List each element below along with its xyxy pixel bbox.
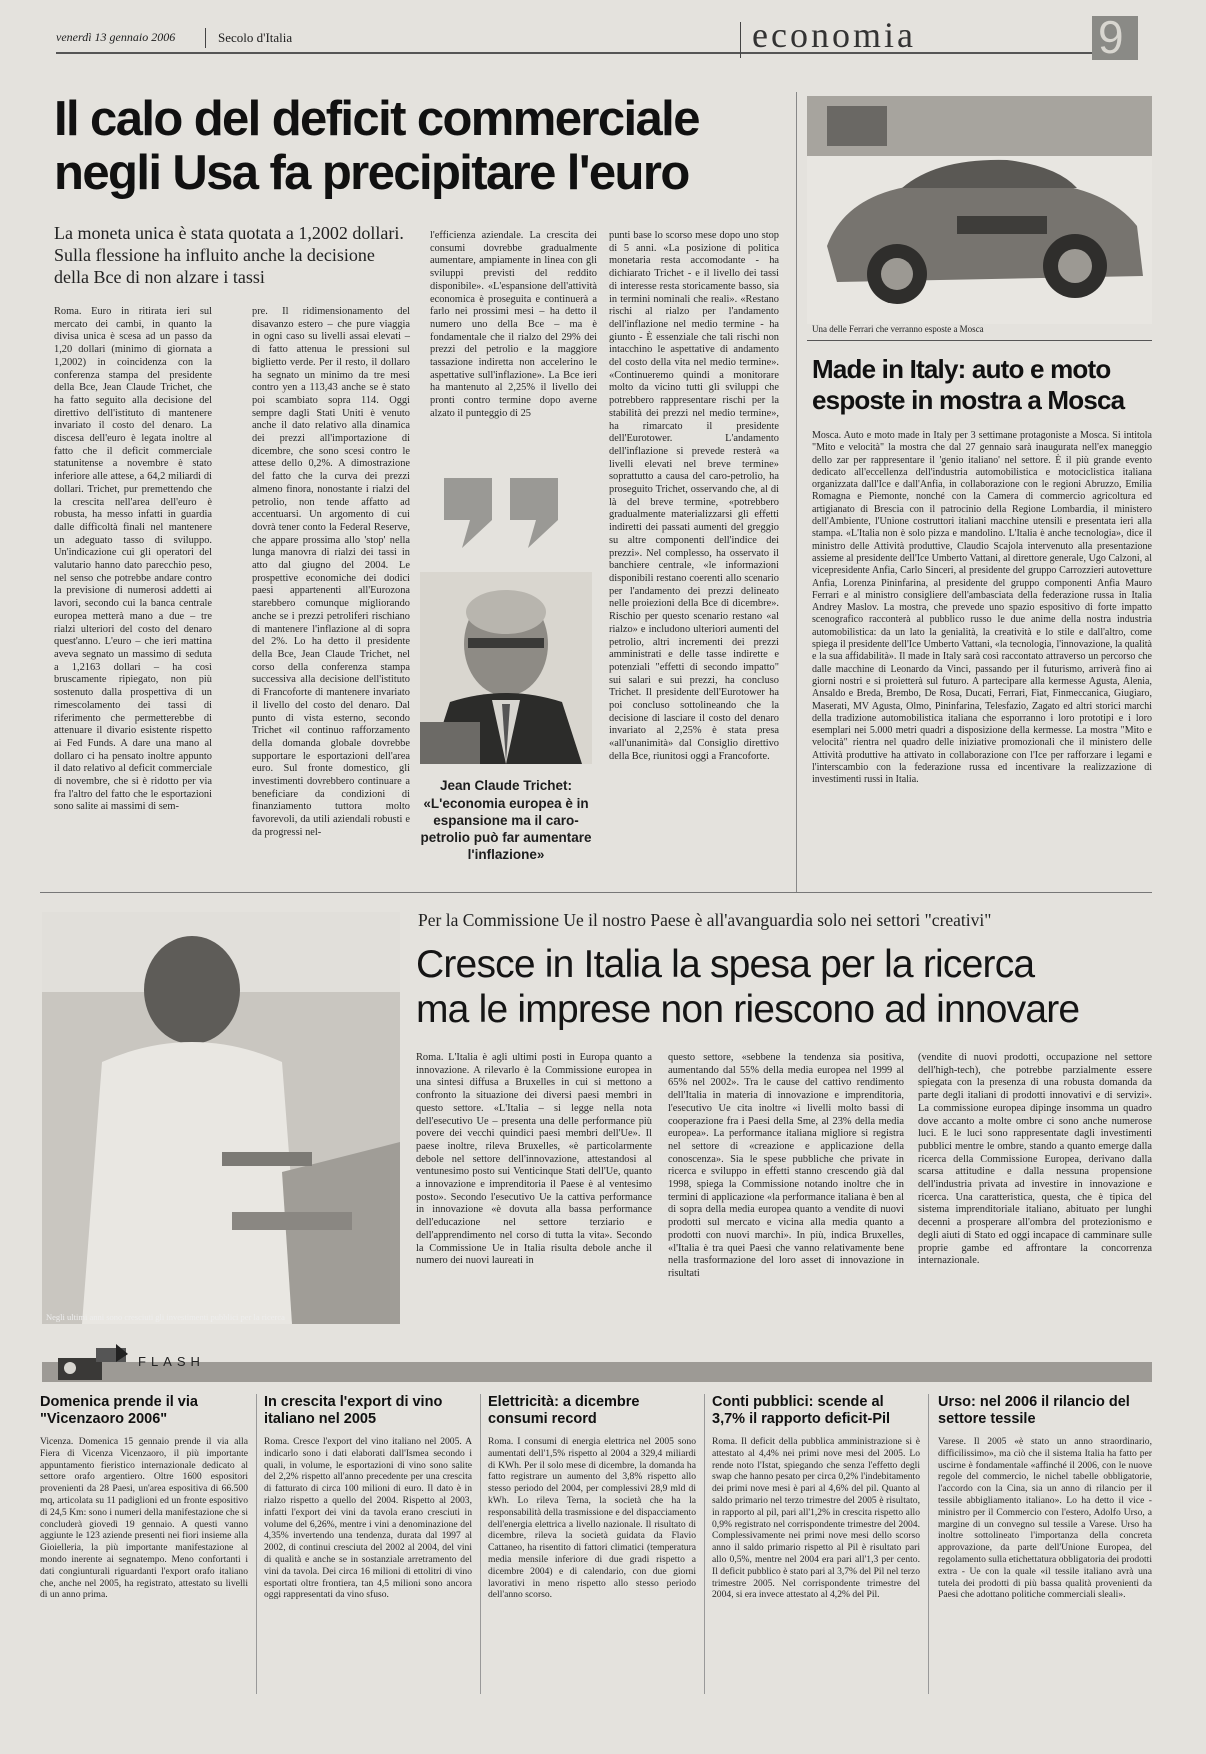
- flash-item-body: Varese. Il 2005 «è stato un anno straordinario, difficilissimo», ma ciò che il sistema Italia ha fatto per uscirne è fondamentale «affinché il 2006, con le nuove regole del commercio, le nichel tabelle obbligatorie, l'accordo con la Cina, sia un anno di rilancio per il tessile abbigliamento italiano». Lo ha detto il vice - ministro per il Commercio con l'estero, Adolfo Urso, a margine di un convegno sul tessile a Varese. Urso ha inoltre sottolineato l'importanza della concreta approvazione, da parte dell'Unione Europea, del regolamento sulla etichettatura obbligatoria dei prodotti extra - Ue con la quale «il tessile italiano avrà una tutela dei prodotti di più bassa qualità provenienti da Paesi che adottano politiche commerciali sleali».: [938, 1436, 1152, 1601]
- flash-divider: [928, 1394, 929, 1694]
- page-number: 9: [1098, 11, 1124, 63]
- flash-item-title: Elettricità: a dicembre consumi record: [488, 1394, 640, 1427]
- flash-item-title: Urso: nel 2006 il rilancio del settore tessile: [938, 1394, 1130, 1427]
- header-rule: [56, 52, 1128, 54]
- quote-mark-icon: [444, 478, 492, 548]
- section-divider: [740, 22, 741, 58]
- mosca-headline: Made in Italy: auto e moto esposte in mostra a Mosca: [812, 354, 1125, 415]
- ferrari-photo: [807, 96, 1152, 324]
- main-article-col2: pre. Il ridimensionamento del disavanzo estero – che pure viaggia in ogni caso su livelli assai elevati – di fatto attenua le pressioni sul biglietto verde. Per il resto, il dollaro ha segnato un minimo da tre mesi contro yen a 113,43 anche se è stato poi scambiato sopra 114. Oggi sempre dagli Stati Uniti è venuto anche il dato relativo alla dinamica dei prezzi all'importazione di dicembre, che sono scesi contro le attese dello 0,2%. A dimostrazione del fatto che la curva dei prezzi almeno finora, nonostante i rialzi del petrolio, non tende affatto ad accentuarsi. Un argomento di cui dovrà tener conto la Federal Reserve, che appare prossima allo 'stop' nella lunga manovra di rialzi dei tassi in atto dal giugno del 2004. Le prospettive economiche dei dodici paesi appartenenti all'Eurozona starebbero comunque migliorando anche se i prezzi petroliferi rischiano di mantenere l'inflazione al di sopra del 2%. Lo ha detto il presidente della Bce, Jean Claude Trichet, nel corso della conferenza stampa successiva alla decisione dell'istituto di Francoforte di mantenere invariato il livello del costo del denaro. Dal punto di vista esterno, secondo Trichet «il continuo rafforzamento della domanda globale dovrebbe supportare le esportazioni dell'area euro. Sul fronte domestico, gli investimenti dovrebbero continuare a beneficiare da condizioni di finanziamento tuttora molto favorevoli, da utili aziendali robusti e da progressi nel-: [252, 306, 410, 838]
- flash-item-title: Domenica prende il via "Vicenzaoro 2006": [40, 1394, 198, 1427]
- flash-item: [938, 1394, 1152, 1736]
- flash-divider: [256, 1394, 257, 1694]
- ricerca-article-col3: (vendite di nuovi prodotti, occupazione nel settore dell'high-tech), che potrebbe parzialmente essere spiegata con la presenza di una robusta domanda da parte degli italiani di prodotti innovativi e di servizi». La commissione europea dipinge insomma un quadro dove accanto a molte ombre ci sono anche numerose luci. E le luci sono rappresentate dagli investimenti pubblici mentre le ombre, stando a quanto emerge dalla ricerca della Commissione Europea, derivano dalla scarsa attitudine e dalla nessuna propensione dell'industria privata ad investire in innovazione e ricerca. Una caratteristica, questa, che è tipica del sistema imprenditoriale italiano, abituato per lunghi decenni a prosperare all'ombra del protezionismo e degli aiuti di Stato ed oggi incapace di camminare sulle proprie gambe ed affrontare la concorrenza internazionale.: [918, 1052, 1152, 1267]
- newspaper-name: Secolo d'Italia: [218, 30, 293, 45]
- lab-photo: [42, 912, 400, 1324]
- main-article-col1: Roma. Euro in ritirata ieri sul mercato dei cambi, in quanto la divisa unica è scesa ad un passo da 1,20 dollari (minimo di giornata a 1,2002) in coincidenza con la conferenza stampa del presidente della Bce, Jean Claude Trichet, che ha fatto seguito alla decisione del direttivo dell'istituto di mantenere invariato il costo del denaro. La discesa dell'euro è legata inoltre al fatto che il deficit commerciale statunitense a novembre è stato inferiore alle attese, a 64,2 miliardi di dollari. Trichet, pur premettendo che la crescita nell'area dell'euro è robusta, ha messo infatti in guardia dalle difficoltà finali nel mantenere un adeguato tasso di sviluppo. Un'indicazione cui gli operatori del valutario hanno dato parecchio peso, nel senso che potrebbe andare contro la previsione di numerosi addetti ai lavori, secondo cui la banca centrale europea metterà mano a due – tre rialzi ulteriori del costo del denaro quest'anno. L'euro – che ieri mattina aveva segnato un massimo di seduta a 1,2163 dollari – ha così bruscamente ripiegato, non più sostenuto dalla prospettiva di un rimescolamento dei tassi di riferimento che permetterebbe di attenuare il divario esistente rispetto ai Fed Funds. A dare una mano al dollaro ci ha pensato inoltre appunto il dato relativo al deficit commerciale di novembre, che si è ridotto per via fra l'altro del fatto che le esportazioni sono salite ai massimi di sem-: [54, 306, 212, 813]
- ricerca-headline-line1: Cresce in Italia la spesa per la ricerca: [416, 943, 1035, 986]
- flash-divider: [480, 1394, 481, 1694]
- ricerca-article-col1: Roma. L'Italia è agli ultimi posti in Europa quanto a innovazione. A rilevarlo è la Commissione europea in una sintesi diffusa a Bruxelles in cui si mettono a confronto la situazione dei diversi paesi membri in questo settore. «L'Italia – si legge nella nota dell'esecutivo Ue – presenta una delle performance più povere dei vecchi quindici paesi membri dell'Ue». Il paese inoltre, rileva Bruxelles, «è particolarmente debole nel settore dell'innovazione, attestandosi al ventunesimo posto sui Venticinque Stati dell'Ue, quanto a innovazione e imprenditoria il Paese è al ventesimo posto». Secondo l'esecutivo Ue la cattiva performance in innovazione «è dovuta alla bassa performance dell'educazione nel settore terziario e dell'apprendimento nel corso di tutta la vita». Secondo la Commissione Ue in Italia risulta debole anche il numero dei nuovi laureati in: [416, 1052, 652, 1267]
- main-subhead: La moneta unica è stata quotata a 1,2002 dollari. Sulla flessione ha influito anche la decisione della Bce di non alzare i tassi: [54, 223, 404, 287]
- section-title: economia: [752, 15, 916, 55]
- ricerca-headline: [416, 942, 1156, 1032]
- flash-bar: [42, 1362, 1152, 1382]
- main-article-col4: punti base lo scorso mese dopo uno stop di 5 anni. «La posizione di politica monetaria resta accomodante - ha dichiarato Trichet - e il livello dei tassi di interesse resta storicamente basso, sia in termini nominali che reali». «Restano rischi al rialzo per l'andamento dell'inflazione nel medio termine - ha giunto - È essenziale che tali rischi non intacchino le aspettative di andamento del costo della vita nel medio termine». «Continueremo quindi a monitorare molto da vicino tutti gli sviluppi che potrebbero rappresentare rischi per la stabilità dei prezzi nel medio termine», ha rimarcato il presidente dell'Eurotower. L'andamento dell'inflazione si prevede resterà «a livelli elevati nel breve termine» soprattutto a causa del caro-petrolio, ha proseguito Trichet, osservando che, al di là del breve termine, «potrebbero gradualmente materializzarsi gli effetti indiretti dei passati aumenti del greggio su altre componenti dell'indice dei prezzi». Nel complesso, ha osservato il banchiere centrale, «le informazioni disponibili restano coerenti allo scenario per l'andamento dei prezzi delineato nelle proiezioni della Bce di dicembre». Rischio per questo scenario restano «al rialzo» e includono ulteriori aumenti del petrolio, altri incrementi dei prezzi amministrati e delle tasse indirette e potenziali "effetti di secondo impatto" sui salari e sui prezzi, ha concluso Trichet. Il presidente dell'Eurotower ha poi concluso sottolineando che la decisione di lasciare il costo del denaro invariato al 2,25% è stata presa «all'unanimità» dal Consiglio direttivo della Bce, riunitosi oggi a Francoforte.: [609, 230, 779, 762]
- quote-text: «L'economia europea è in espansione ma il caro-petrolio può far aumentare l'inflazione»: [420, 796, 592, 862]
- ricerca-kicker: Per la Commissione Ue il nostro Paese è all'avanguardia solo nei settori "creativi": [418, 910, 992, 930]
- mosca-top-rule: [807, 340, 1152, 341]
- quote-name: Jean Claude Trichet:: [439, 778, 573, 793]
- masthead-date: venerdì 13 gennaio 2006: [56, 30, 176, 44]
- main-article-col3: l'efficienza aziendale. La crescita dei consumi dovrebbe gradualmente aumentare, ampiamente in linea con gli sviluppi previsti del reddito disponibile». «L'espansione dell'attività economica è proseguita e continuerà a farlo nei prossimi mesi – ha detto il numero uno della Bce – ma è fondamentale che il rialzo del 29% dei prezzi del petrolio e la maggiore tassazione indiretta non accelerino le aspettative sull'inflazione». La Bce ieri ha mantenuto al 2,25% il livello dei pronti contro termine dopo averne alzato il punteggio di 25: [430, 230, 597, 419]
- flash-item-title: Conti pubblici: scende al 3,7% il rapporto deficit-Pil: [712, 1394, 891, 1427]
- flash-label: FLASH: [138, 1354, 205, 1369]
- ricerca-article-col2: questo settore, «sebbene la tendenza sia positiva, aumentando dal 55% della media europea nel 1999 al 65% nel 2002». Tra le cause del cattivo rendimento dell'Italia in materia di innovazione e imprenditoria, l'esecutivo Ue cita inoltre «i livelli molto bassi di cooperazione fra i Paesi della Sme, al 23% della media europea». La performance italiana migliore si registra nel settore di «creazione e applicazione della conoscenza». Sia le spese pubbliche che private in ricerca e sviluppo in effetti stanno crescendo già dal 1998, spiega la Commissione notando inoltre che in termini di applicazione «la performance italiana è ben al di sopra della media europea quanto a vendite di nuovi prodotti sul mercato e vicina alla media quanto a prodotti con nuovi marchi». In più, indica Bruxelles, «l'Italia è tra quei Paesi che vanno relativamente bene nella trasformazione del loro asset di innovazione in risultati: [668, 1052, 904, 1279]
- flash-item: [264, 1394, 472, 1736]
- flash-item: [488, 1394, 696, 1736]
- ferrari-photo-caption: Una delle Ferrari che verranno esposte a Mosca: [812, 324, 984, 334]
- flash-item-body: Roma. Cresce l'export del vino italiano nel 2005. A indicarlo sono i dati elaborati dall'Ismea secondo i quali, in volume, le esportazioni di vino sono salite del 2,2% rispetto all'anno precedente per una crescita di fatturato di circa 100 milioni di euro. Il dato è in rialzo rispetto a quello del 2004. Rispetto al 2003, infatti l'export dei vini da tavola erano cresciuti in volume del 6,26%, mentre i vini a denominazione del 4,35% invertendo una tendenza, durata dal 1997 al 2002, di continui cresciuta del 2002 al 2004, del vini di qualità e anche se in sostanziale arretramento del vini da tavola. Dei circa 16 milioni di ettolitri di vino esportati oltre frontiera, tan 4,5 milioni sono ancora oggi rappresentati da vino sfuso.: [264, 1436, 472, 1601]
- section-rule: [40, 892, 1152, 893]
- main-headline: [54, 92, 814, 200]
- main-headline-line2: negli Usa fa precipitare l'euro: [54, 146, 689, 200]
- flash-item: [712, 1394, 920, 1736]
- flash-item: [40, 1394, 248, 1736]
- mosca-article-body: Mosca. Auto e moto made in Italy per 3 settimane protagoniste a Mosca. Si intitola "Mito e velocità" la mostra che dal 27 gennaio sarà inaugurata nell'ex maneggio dello zar per rappresentare il 'genio italiano' nel settore. È il più grande evento dedicato all'eccellenza dell'industria automobilistica e motociclistica italiana organizzata dall'Ice e dall'Anfia, in collaborazione con le regioni Abruzzo, Emilia Romagna e Piemonte, nonché con la Camera di commercio agricoltura ed artigianato di Brescia con il patrocinio della Regione Lombardia, il ministero dell'Ambiente, l'Unione costruttori italiani macchine utensili e presentata ieri alla stampa. «L'Italia non è solo pizza e mandolino. L'Italia è anche tecnologia», dice il ministro delle Attività produttive, Claudio Scajola intervenuto alla presentazione assieme al presidente dell'Ice Umberto Vattani, al direttore generale, Ugo Calzoni, al vicepresidente Anfia, Carlo Sinceri, al presidente del gruppo Carrozzieri autovetture Anfia, Lorenza Pininfarina, al presidente del gruppo componenti Anfia Mauro Ferrari e al ministro consigliere dell'ambasciata della federazione russa in Italia Andrey Maslov. La mostra, che prevede uno spazio espositivo di forte impatto scenografico racconterà al pubblico russo le due anime della nostra industria automobilistica: da un lato la genialità, la creatività e lo stile e dall'altro, come spiega il presidente dell'Ice Umberto Vattani, «la tecnologia, l'innovazione, la qualità e la sua affidabilità». Il made in Italy sarà così raccontato attraverso un percorso che dalle macchine di Leonardo da Vinci, passando per il futurismo, arriverà fino ai giorni nostri e si proietterà sul futuro. A partecipare alla kermesse Agusta, Alenia, Ansaldo e Breda, Brembo, De Rosa, Ducati, Ferrari, Fiat, Finmeccanica, Giugiaro, Maserati, MV Agusta, Olmo, Pininfarina, Telesfazio, Zagato ed altri storici marchi della tradizione automobilistica italiana che esporranno i loro prototipi e i loro esemplari nei 5.000 metri quadri a disposizione della kermesse. La mostra "Mito e velocità" rientra nel quadro delle iniziative promozionali che il ministero delle Attività produttive ha attivato in collaborazione con l'Ice per rafforzare i legami e l'interscambio con la federazione russa ed incentivare la realizzazione di investimenti russi in Italia.: [812, 430, 1152, 786]
- flash-divider: [704, 1394, 705, 1694]
- quote-mark-icon: [510, 478, 558, 548]
- flash-item-body: Roma. I consumi di energia elettrica nel 2005 sono aumentati dell'1,5% rispetto al 2004 a 329,4 miliardi di KWh. Per il solo mese di dicembre, la domanda ha fatto registrare un aumento del 3,8% rispetto allo stesso periodo del 2004, per complessivi 28,9 mld di kWh. Lo rileva Terna, la società che ha la responsabilità della trasmissione e del dispacciamento dell'energia elettrica a livello nazionale. Il risultato di dicembre, rileva la società guidata da Flavio Cattaneo, ha risentito di fattori climatici (temperatura media mensile inferiore di due gradi rispetto a dicembre 2004) e di calendario, con due giorni lavorativi in meno rispetto allo stesso periodo dell'anno scorso.: [488, 1436, 696, 1601]
- trichet-photo: [420, 572, 592, 764]
- lab-photo-caption: Negli ultimi anni sono cresciuti gli investimenti pubblici per la ricerca: [46, 1312, 285, 1322]
- flash-item-title: In crescita l'export di vino italiano nel 2005: [264, 1394, 443, 1427]
- flash-item-body: Roma. Il deficit della pubblica amministrazione si è attestato al 4,4% nei primi nove mesi del 2005. Lo rende noto l'Istat, spiegando che senza l'effetto degli swap che hanno pesato per circa 0,2% l'indebitamento dei primi nove mesi è pari al 4,6% del pil. Quanto al saldo primario nel terzo trimestre del 2005 è risultato, in rapporto al pil, pari all'1,2% in crescita rispetto allo 0,9% registrato nel corrispondente trimestre del 2004. Complessivamente nei primi nove mesi dello scorso anno il saldo primario rispetto al Pil è risultato pari allo 0,5%, mentre nel 2004 era pari all'1,3 per cento. Il deficit pubblico è stato pari al 3,7% del Pil nel terzo trimestre 2005. Nel corrispondente trimestre del 2004, si era invece attestato al 4,2% del Pil.: [712, 1436, 920, 1601]
- column-divider: [796, 92, 797, 892]
- main-headline-line1: Il calo del deficit commerciale: [54, 92, 699, 146]
- flash-item-body: Vicenza. Domenica 15 gennaio prende il via alla Fiera di Vicenza Vicenzaoro, il più importante appuntamento fieristico internazionale dedicato al settore orafo argentiero. Oltre 1600 espositori provenienti da 28 Paesi, un'area espositiva di 66.500 mq, articolata su 11 padiglioni ed un fronte espositivo di 24,5 Km: sono i numeri della manifestazione che si concluderà giovedì 19 gennaio. A questi vanno aggiunte le 123 aziende presenti nei fiori insieme alla Gioielleria, la più importante manifestazione al mondo inerente ai segnatempo. Meno confortanti i dati congiunturali riguardanti l'export orafo italiano che, anche nel 2005, ha registrato, attestato su livelli di un anno prima.: [40, 1436, 248, 1601]
- ricerca-headline-line2: ma le imprese non riescono ad innovare: [416, 988, 1080, 1031]
- flash-logo-icon: [56, 1344, 136, 1382]
- masthead-divider: [205, 28, 206, 48]
